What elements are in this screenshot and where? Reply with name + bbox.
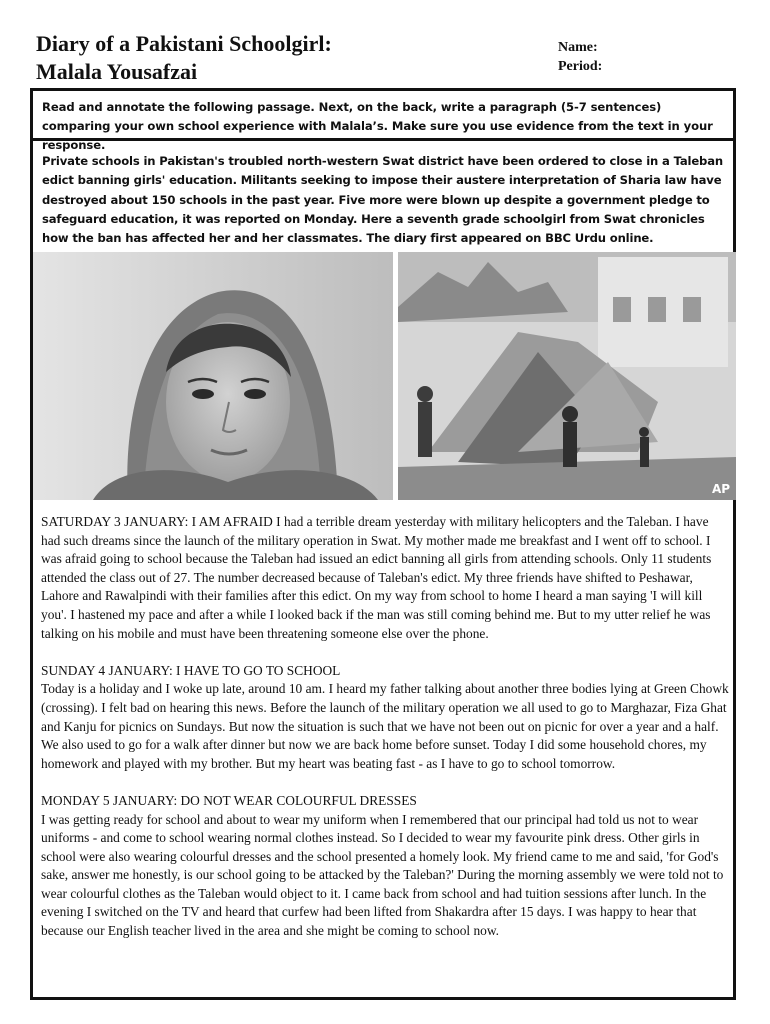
diary-entry [41, 662, 731, 774]
student-info [558, 38, 602, 76]
ruins-photo [398, 252, 736, 500]
portrait-photo [33, 252, 393, 500]
entry-body: I had a terrible dream yesterday with military helicopters and the Taleban. I have had such dreams since the launch of the military operation in Swat. My mother made me breakfast and I went off to school. I was afraid going to school because the Taleban had issued an edict banning all girls from attending schools. Only 11 students attended the class out of 27. The number decreased because of Taleban's edict. My three friends have shifted to Peshawar, Lahore and Rawalpindi with their families after this edict. On my way from school to home I heard a man saying 'I will kill you'. I hastened my pace and after a while I looked back if the man was still coming behind me. But to my utter relief he was talking on his mobile and must have been threatening someone else over the phone. [41, 514, 712, 641]
period-label: Period: [558, 59, 603, 74]
entry-heading: SUNDAY 4 JANUARY: I HAVE TO GO TO SCHOOL [41, 662, 341, 678]
document-title [36, 30, 332, 86]
title-line-2: Malala Yousafzai [36, 59, 198, 84]
photo-credit: AP [712, 482, 731, 496]
title-line-1: Diary of a Pakistani Schoolgirl: [36, 31, 332, 56]
entry-body: Today is a holiday and I woke up late, around 10 am. I heard my father talking about another three bodies lying at Green Chowk (crossing). I felt bad on hearing this news. Before the launch of the military operation we all used to go to Marghazar, Fiza Ghat and Kanju for picnics on Sundays. But now the situation is such that we have not been out on picnic for over a year and a half. We also used to go for a walk after dinner but now we are back home before sunset. Today I did some household chores, my homework and played with my brother. But my heart was beating fast - as I have to go to school tomorrow. [41, 681, 729, 771]
entry-body: I was getting ready for school and about to wear my uniform when I remembered that our principal had told us not to wear uniforms - and come to school wearing normal clothes instead. So I decided to wear my favourite pink dress. Other girls in school were also wearing colourful dresses and the school presented a homely look. My friend came to me and said, 'for God's sake, answer me honestly, is our school going to be attacked by the Taleban?' During the morning assembly we were told not to wear colourful clothes as the Taleban would object to it. I came back from school and had tuition sessions after lunch. In the evening I switched on the TV and heard that curfew had been lifted from Shakardra after 15 days. I was happy to hear that because our English teacher lived in the area and she might be coming to school now. [41, 811, 724, 939]
entry-heading: MONDAY 5 JANUARY: DO NOT WEAR COLOURFUL DRESSES [41, 792, 417, 808]
intro-paragraph: Private schools in Pakistan's troubled north-western Swat district have been ordered to close in a Taleban edict banning girls' education. Militants seeking to impose their austere interpretation of Sharia law have destroyed about 150 schools in the past year. Five more were blown up despite a government pledge to safeguard education, it was reported on Monday. Here a seventh grade schoolgirl from Swat chronicles how the ban has affected her and her classmates. The diary first appeared on BBC Urdu online. [42, 154, 723, 246]
diary-entry [41, 513, 731, 643]
diary-entry [41, 792, 731, 941]
diary-entries [41, 513, 731, 959]
entry-heading: SATURDAY 3 JANUARY: I AM AFRAID [41, 514, 273, 529]
name-label: Name: [558, 40, 598, 55]
instructions-box: Read and annotate the following passage. Next, on the back, write a paragraph (5-7 sentences) comparing your own school experience with Malala’s. Make sure you use evidence from the text in your response. [33, 91, 733, 141]
